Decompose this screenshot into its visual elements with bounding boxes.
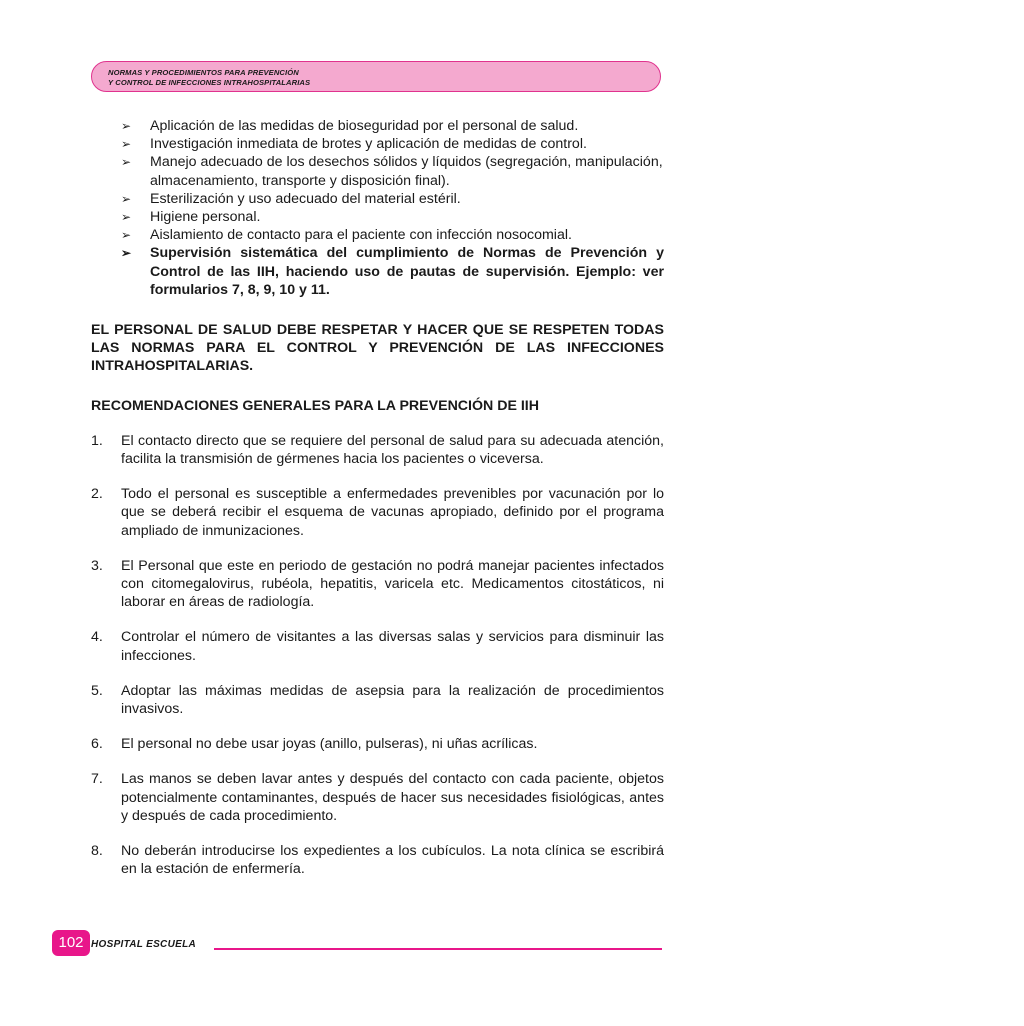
measures-list <box>91 117 664 299</box>
recommendations-heading: RECOMENDACIONES GENERALES PARA LA PREVENCIÓN DE IIH <box>91 397 539 414</box>
arrow-bullet-icon: ➢ <box>121 228 132 243</box>
list-item: ➢ Higiene personal. <box>121 209 261 226</box>
header-title-line-1: NORMAS Y PROCEDIMIENTOS PARA PREVENCIÓN <box>108 68 299 77</box>
list-item: ➢ Aplicación de las medidas de bioseguridad por el personal de salud. <box>121 118 579 134</box>
footer-label: HOSPITAL ESCUELA <box>91 939 196 950</box>
list-item: ➢ Supervisión sistemática del cumplimiento de Normas de Prevención y Control de las IIH, haciendo uso de pautas de supervisión. Ejemplo: ver formularios 7, 8, 9, 10 y 11. <box>121 245 664 298</box>
list-item: 7. Las manos se deben lavar antes y después del contacto con cada paciente, objetos potencialmente contaminantes, después de hacer sus necesidades fisiológicas, antes y después de cada procedimiento. <box>91 771 664 824</box>
arrow-bullet-icon: ➢ <box>121 210 132 225</box>
list-item: 8. No deberán introducirse los expedientes a los cubículos. La nota clínica se escribirá en la estación de enfermería. <box>91 843 664 878</box>
list-item: 3. El Personal que este en periodo de gestación no podrá manejar pacientes infectados con citomegalovirus, rubéola, hepatitis, varicela etc. Medicamentos citostáticos, ni laborar en áreas de radiología. <box>91 557 664 611</box>
list-item: ➢ Investigación inmediata de brotes y aplicación de medidas de control. <box>121 136 587 153</box>
arrow-bullet-icon: ➢ <box>121 246 132 261</box>
running-header <box>91 61 661 92</box>
page-number-badge: 102 <box>52 930 90 956</box>
list-item: 5. Adoptar las máximas medidas de asepsia para la realización de procedimientos invasivos. <box>91 682 664 718</box>
list-item: 1. El contacto directo que se requiere del personal de salud para su adecuada atención, facilita la transmisión de gérmenes hacia los pacientes o viceversa. <box>91 432 664 468</box>
page-body <box>91 117 664 896</box>
arrow-bullet-icon: ➢ <box>121 119 132 133</box>
list-item: ➢ Aislamiento de contacto para el paciente con infección nosocomial. <box>121 227 572 244</box>
arrow-bullet-icon: ➢ <box>121 155 132 170</box>
recommendations-list <box>91 432 664 879</box>
arrow-bullet-icon: ➢ <box>121 137 132 152</box>
list-item: 6. El personal no debe usar joyas (anillo, pulseras), ni uñas acrílicas. <box>91 736 538 753</box>
header-title-line-2: Y CONTROL DE INFECCIONES INTRAHOSPITALARIAS <box>108 78 311 87</box>
arrow-bullet-icon: ➢ <box>121 191 132 206</box>
list-item: ➢ Manejo adecuado de los desechos sólidos y líquidos (segregación, manipulación, almacenamiento, transporte y disposición final). <box>121 154 663 189</box>
list-item: ➢ Esterilización y uso adecuado del material estéril. <box>121 190 461 207</box>
footer-rule <box>214 948 662 950</box>
list-item: 2. Todo el personal es susceptible a enfermedades prevenibles por vacunación por lo que se deberá recibir el esquema de vacunas apropiado, definido por el programa ampliado de inmunizaciones. <box>91 486 664 539</box>
list-item: 4. Controlar el número de visitantes a las diversas salas y servicios para disminuir las infecciones. <box>91 629 664 664</box>
staff-compliance-heading: EL PERSONAL DE SALUD DEBE RESPETAR Y HACER QUE SE RESPETEN TODAS LAS NORMAS PARA EL CONTROL Y PREVENCIÓN DE LAS INFECCIONES INTRAHOSPITALARIAS. <box>91 322 664 375</box>
